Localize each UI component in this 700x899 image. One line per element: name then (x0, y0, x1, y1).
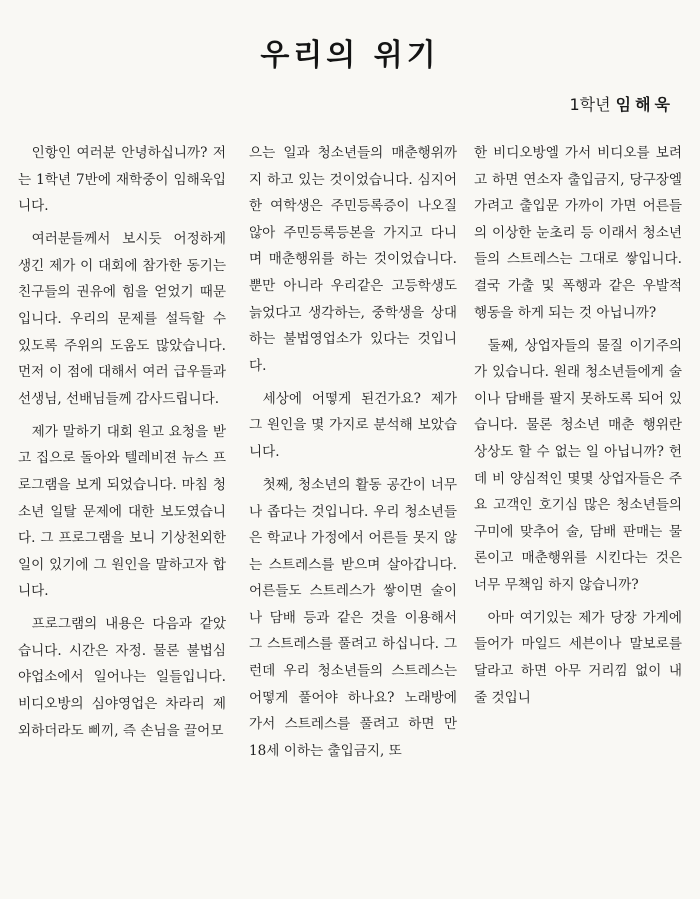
paragraph: 한 비디오방엘 가서 비디오를 보려고 하면 연소자 출입금지, 당구장엘 가려고 출입문 가까이 가면 어른들의 이상한 눈초리 등 이래서 청소년들의 스트레스는 그대로 쌓입니다. 결국 가출 및 폭행과 같은 우발적 행동을 하게 되는 것 아닙니까? (474, 145, 682, 321)
paragraph: 프로그램의 내용은 다음과 같았습니다. 시간은 자정. 물론 불법심야업소에서 일어나는 일들입니다. 비디오방의 심야영업은 차라리 제외하더라도 삐끼, 즉 손님을 끌어모 (18, 616, 226, 739)
paragraph: 여러분들께서 보시듯 어정하게 생긴 제가 이 대회에 참가한 동기는 친구들의 권유에 힘을 얻었기 때문입니다. 우리의 문제를 설득할 수 있도록 주위의 도움도 많았습니다. 먼저 이 점에 대해서 여러 급우들과 선생님, 선배님들께 감사드립니다. (18, 231, 226, 407)
paragraph: 으는 일과 청소년들의 매춘행위까지 하고 있는 것이었습니다. 심지어 한 여학생은 주민등록증이 나오질 않아 주민등록등본을 가지고 다니며 매춘행위를 하는 것이었습니다. 뿐만 아니라 우리같은 고등학생도 늙었다고 생각하는, 중학생을 상대하는 불법영업소가 있다는 것입니다. (249, 145, 457, 374)
paragraph: 첫째, 청소년의 활동 공간이 너무나 좁다는 것입니다. 우리 청소년들은 학교나 가정에서 어른들 못지 않는 스트레스를 받으며 살아갑니다. 어른들도 스트레스가 쌓이면 술이나 담배 등과 같은 것을 이용해서 그 스트레스를 풀려고 하십니다. 그런데 우리 청소년들의 스트레스는 어떻게 풀어야 하나요? 노래방에 가서 스트레스를 풀려고 하면 만 18세 이하는 출입금지, 또 (249, 476, 457, 759)
text-column-2 (249, 140, 457, 771)
text-column-1 (18, 140, 226, 751)
paragraph: 인항인 여러분 안녕하십니까? 저는 1학년 7반에 재학중이 임해욱입니다. (18, 145, 226, 215)
author-grade: 1학년 (569, 95, 611, 114)
article-title: 우리의 위기 (260, 38, 440, 73)
paragraph: 세상에 어떻게 된건가요? 제가 그 원인을 몇 가지로 분석해 보았습니다. (249, 390, 457, 460)
author-name: 임해욱 (615, 95, 674, 114)
text-column-3 (474, 140, 682, 718)
author-line (569, 92, 674, 115)
paragraph: 아마 여기있는 제가 당장 가게에 들어가 마일드 세븐이나 말보로를 달라고 하면 아무 거리낌 없이 내 줄 것입니 (474, 609, 682, 706)
paragraph: 제가 말하기 대회 원고 요청을 받고 집으로 돌아와 텔레비젼 뉴스 프로그램을 보게 되었습니다. 마침 청소년 일탈 문제에 대한 보도였습니다. 그 프로그램을 보니 기상천외한 일이 있기에 그 원인을 말하고자 합니다. (18, 423, 226, 600)
paragraph: 둘째, 상업자들의 물질 이기주의가 있습니다. 원래 청소년들에게 술이나 담배를 팔지 못하도록 되어 있습니다. 물론 청소년 매춘 행위란 상상도 할 수 없는 일 아닙니까? 헌데 비 양심적인 몇몇 상업자들은 주요 고객인 호기심 많은 청소년들의 구미에 맞추어 술, 담배 판매는 물론이고 매춘행위를 시킨다는 것은 너무 무책임 하지 않습니까? (474, 337, 682, 593)
